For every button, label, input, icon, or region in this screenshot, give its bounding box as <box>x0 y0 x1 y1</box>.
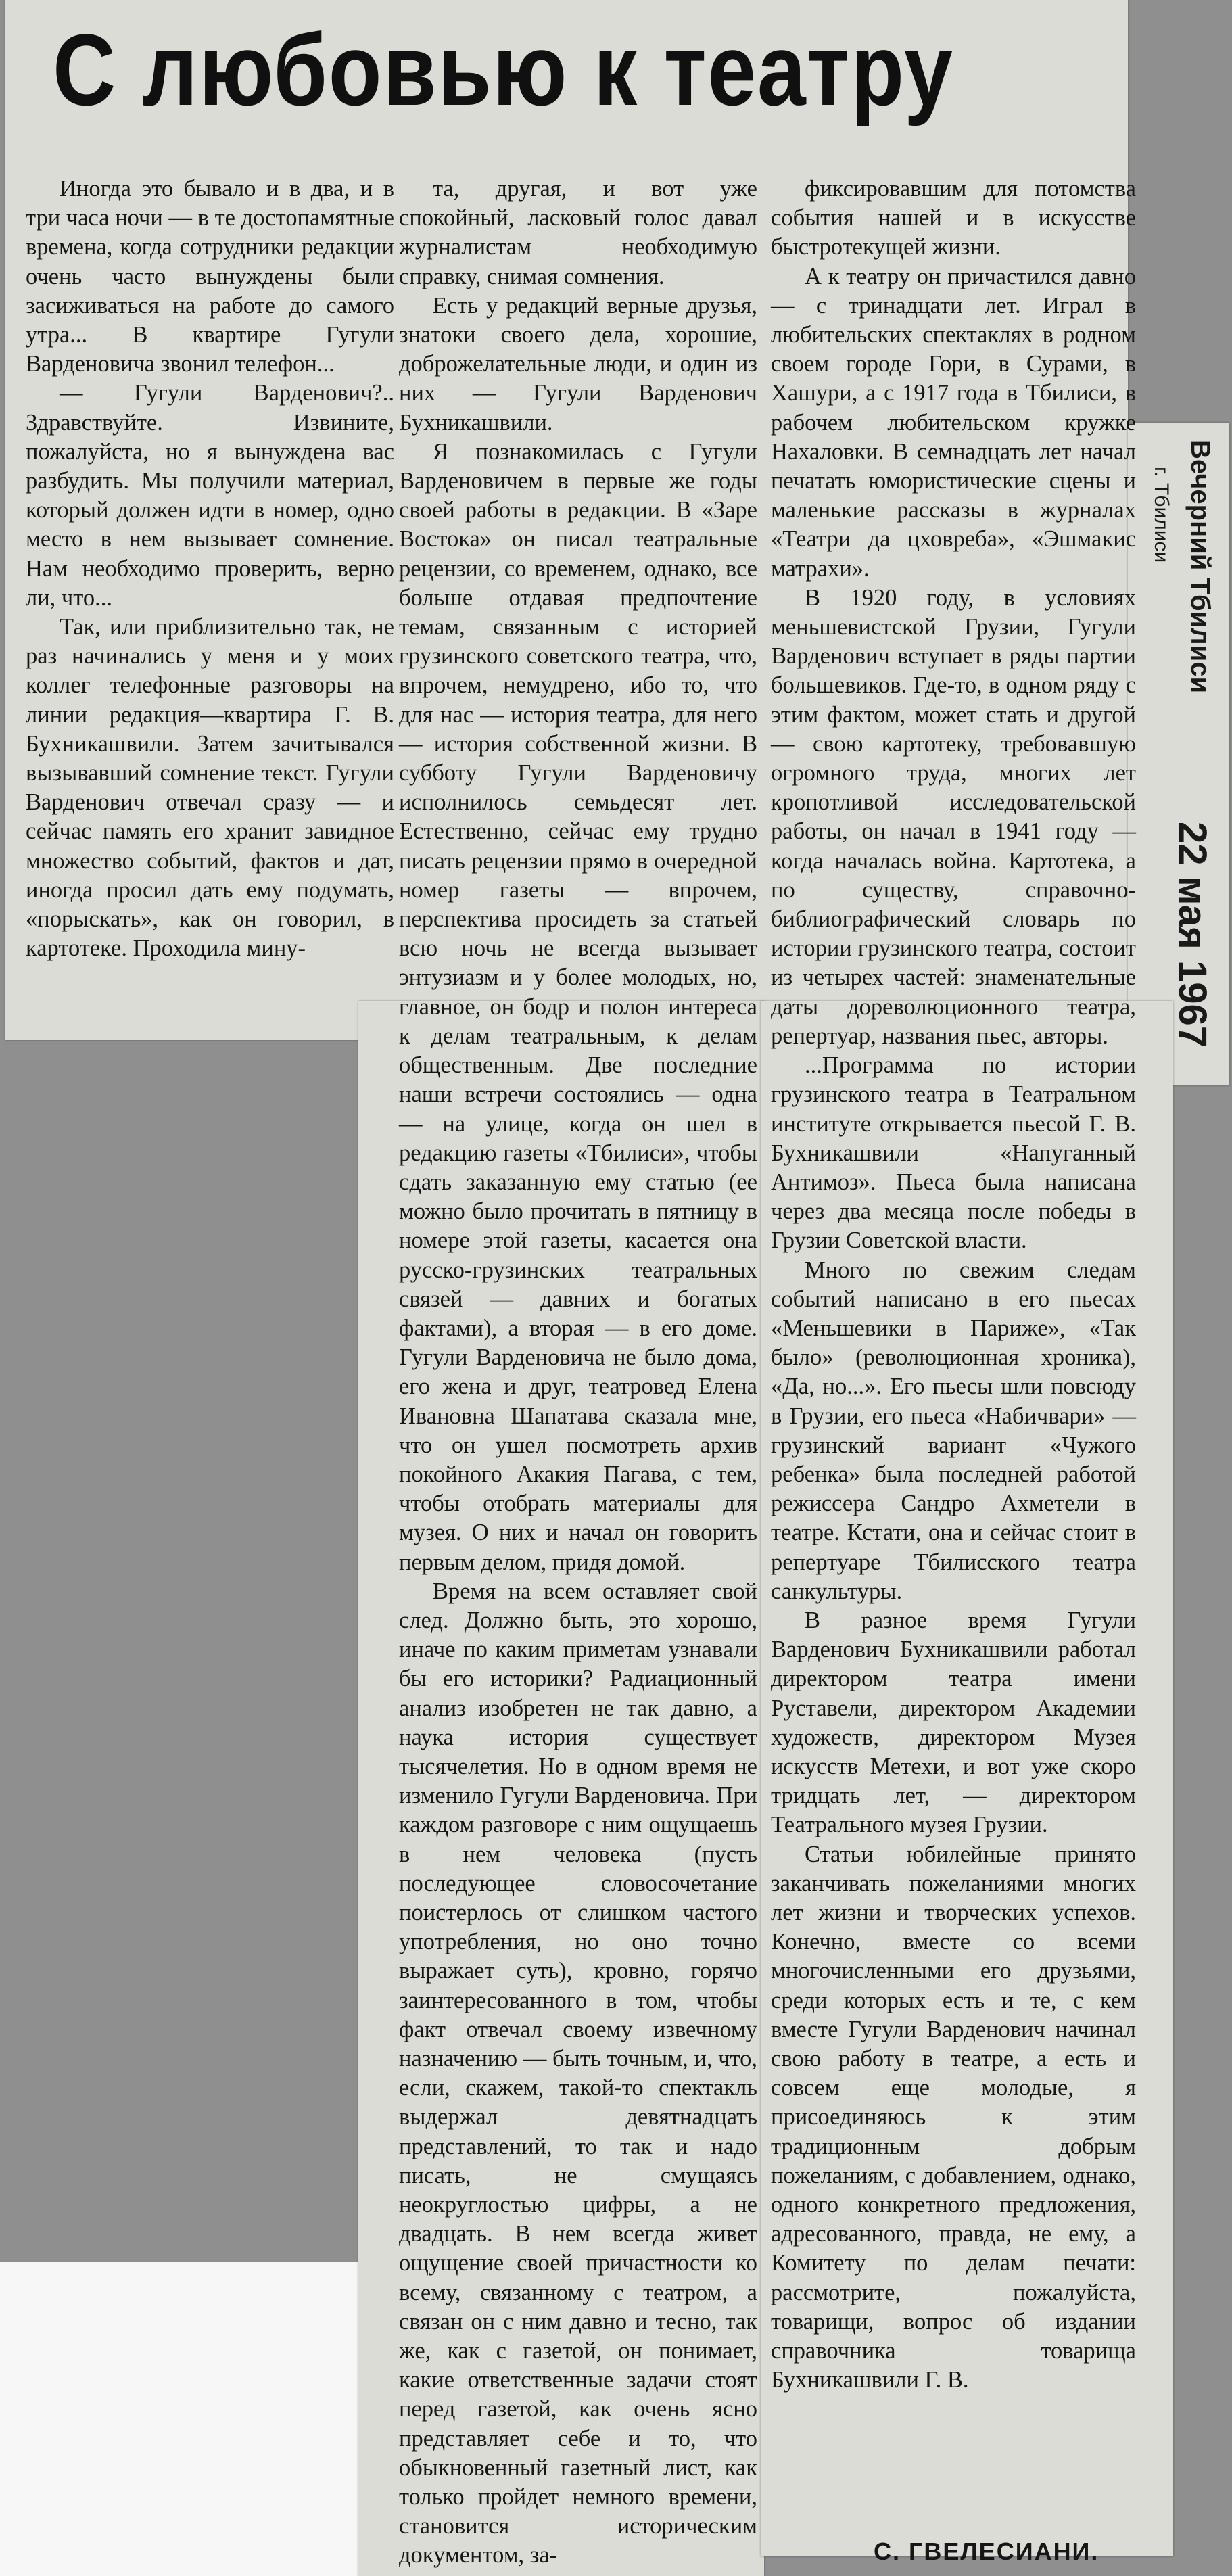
article-title: С любовью к театру <box>53 13 954 126</box>
author-signature: С. ГВЕЛЕСИАНИ. <box>874 2537 1099 2565</box>
article-column-2 <box>399 174 757 2571</box>
paragraph: Есть у редакций верные друзья, знатоки своего дела, хорошие, доброжелательные люди, и один из них — Гугули Варденович Бухникашвили. <box>399 292 757 436</box>
newspaper-name-stamp: Вечерний Тбилиси <box>1185 440 1215 694</box>
paragraph: А к театру он причастился давно — с тринадцати лет. Играл в любительских спектаклях в родном своем городе Гори, в Сурами, в Хашури, а с 1917 года в Тбилиси, в рабочем любительском кружке Нахаловки. В семнадцать лет начал печатать юмористические сцены и маленькие рассказы в журналах «Театри да цховреба», «Эшмакис матрахи». <box>771 263 1136 582</box>
paragraph: Статьи юбилейные принято заканчивать пожеланиями многих лет жизни и творческих успехов. Конечно, вместе со всеми многочисленными его друзьями, среди которых есть и те, с кем вместе Гугули Варденович начинал свою работу в театре, а есть и совсем еще молодые, я присоединяюсь к этим традиционным добрым пожеланиям, с добавлением, однако, одного конкретного предложения, адресованного, правда, не ему, а Комитету по делам печати: рассмотрите, пожалуйста, товарищи, вопрос об издании справочника товарища Бухникашвили Г. В. <box>771 1841 1136 2393</box>
paragraph: та, другая, и вот уже спокойный, ласковый голос давал журналистам необходимую справку, снимая сомнения. <box>399 176 757 289</box>
paragraph: ...Программа по истории грузинского театра в Театральном институте открывается пьесой Г. В. Бухникашвили «Напуганный Антимоз». Пьеса была написана через два месяца после победы в Грузии Советской власти. <box>771 1052 1136 1254</box>
paragraph: Иногда это бывало и в два, и в три часа ночи — в те достопамятные времена, когда сотрудники редакции очень часто вынуждены были засиживаться на работе до самого утра... В квартире Гугули Варденовича звонил телефон... <box>26 176 394 377</box>
white-bottom-strip <box>0 2262 365 2576</box>
paragraph: Много по свежим следам событий написано в его пьесах «Меньшевики в Париже», «Так было» (революционная хроника), «Да, но...». Его пьесы шли повсюду в Грузии, его пьеса «Набичвари» — грузинский вариант «Чужого ребенка» была последней работой режиссера Сандро Ахметели в театре. Кстати, она и сейчас стоит в репертуаре Тбилисского театра санкультуры. <box>771 1257 1136 1604</box>
article-column-1 <box>26 174 394 963</box>
article-column-3 <box>771 174 1136 2395</box>
paragraph: Я познакомилась с Гугули Варденовичем в первые же годы своей работы в редакции. В «Заре Востока» он писал театральные рецензии, со временем, однако, все больше отдавая предпочтение темам, связанным с историей грузинского советского театра, что, впрочем, немудрено, ибо то, что для нас — история театра, для него — история собственной жизни. В субботу Гугули Варденовичу исполнилось семьдесят лет. Естественно, сейчас ему трудно писать рецензии прямо в очередной номер газеты — впрочем, перспектива просидеть за статьей всю ночь не всегда вызывает энтузиазм и у более молодых, но, главное, он бодр и полон интереса к делам театральным, к делам общественным. Две последние наши встречи состоялись — одна — на улице, когда он шел в редакцию газеты «Тбилиси», чтобы сдать заказанную ему статью (ее можно было прочитать в пятницу в номере этой газеты, касается она русско-грузинских театральных связей — давних и богатых фактами), а вторая — в его доме. Гугули Варденовича не было дома, его жена и друг, театровед Елена Ивановна Шапатава сказала мне, что он ушел посмотреть архив покойного Акакия Пагава, с тем, чтобы отобрать материалы для музея. О них и начал он говорить первым делом, придя домой. <box>399 438 757 1575</box>
date-stamp: 22 мая 1967 <box>1170 822 1214 1048</box>
paragraph: Так, или приблизительно так, не раз начинались у меня и у моих коллег телефонные разговоры на линии редакция—квартира Г. В. Бухникашвили. Затем зачитывался вызывавший сомнение текст. Гугули Варденович отвечал сразу — и сейчас память его хранит завидное множество событий, фактов и дат, иногда просил дать ему подумать, «порыскать», как он говорил, в картотеке. Проходила мину- <box>26 614 394 962</box>
paragraph: В разное время Гугули Варденович Бухникашвили работал директором театра имени Руставели, директором Академии художеств, директором Музея искусств Метехи, и вот уже скоро тридцать лет, — директором Театрального музея Грузии. <box>771 1607 1136 1838</box>
paragraph: фиксировавшим для потомства события нашей и в искусстве быстротекущей жизни. <box>771 176 1136 260</box>
paragraph: В 1920 году, в условиях меньшевистской Грузии, Гугули Варденович вступает в ряды партии большевиков. Где-то, в одном ряду с этим фактом, может стать и другой — свою картотеку, требовавшую огромного труда, многих лет кропотливой исследовательской работы, он начал в 1941 году — когда началась война. Картотека, а по существу, справочно-библиографический словарь по истории грузинского театра, состоит из четырех частей: знаменательные даты дореволюционного театра, репертуар, названия пьес, авторы. <box>771 584 1136 1049</box>
city-stamp: г. Тбилиси <box>1150 467 1172 563</box>
paragraph: — Гугули Варденович?.. Здравствуйте. Извините, пожалуйста, но я вынуждена вас разбудить. Мы получили материал, который должен идти в номер, одно место в нем вызывает сомнение. Нам необходимо проверить, верно ли, что... <box>26 380 394 611</box>
paragraph: Время на всем оставляет свой след. Должно быть, это хорошо, иначе по каким приметам узнавали бы его историки? Радиационный анализ изобретен не так давно, а наука история существует тысячелетия. Но в одном время не изменило Гугули Варденовича. При каждом разговоре с ним ощущаешь в нем человека (пусть последующее словосочетание поистерлось от слишком частого употребления, но оно точно выражает суть), кровно, горячо заинтересованного в том, чтобы факт отвечал своему извечному назначению — быть точным, и, что, если, скажем, такой-то спектакль выдержал девятнадцать представлений, то так и надо писать, не смущаясь неокруглостью цифры, а не двадцать. В нем всегда живет ощущение своей причастности ко всему, связанному с театром, а связан он с ним давно и тесно, так же, как с газетой, он понимает, какие ответственные задачи стоят перед газетой, как очень ясно представляет себе и то, что обыкновенный газетный лист, как только пройдет немного времени, становится историческим документом, за- <box>399 1578 757 2569</box>
